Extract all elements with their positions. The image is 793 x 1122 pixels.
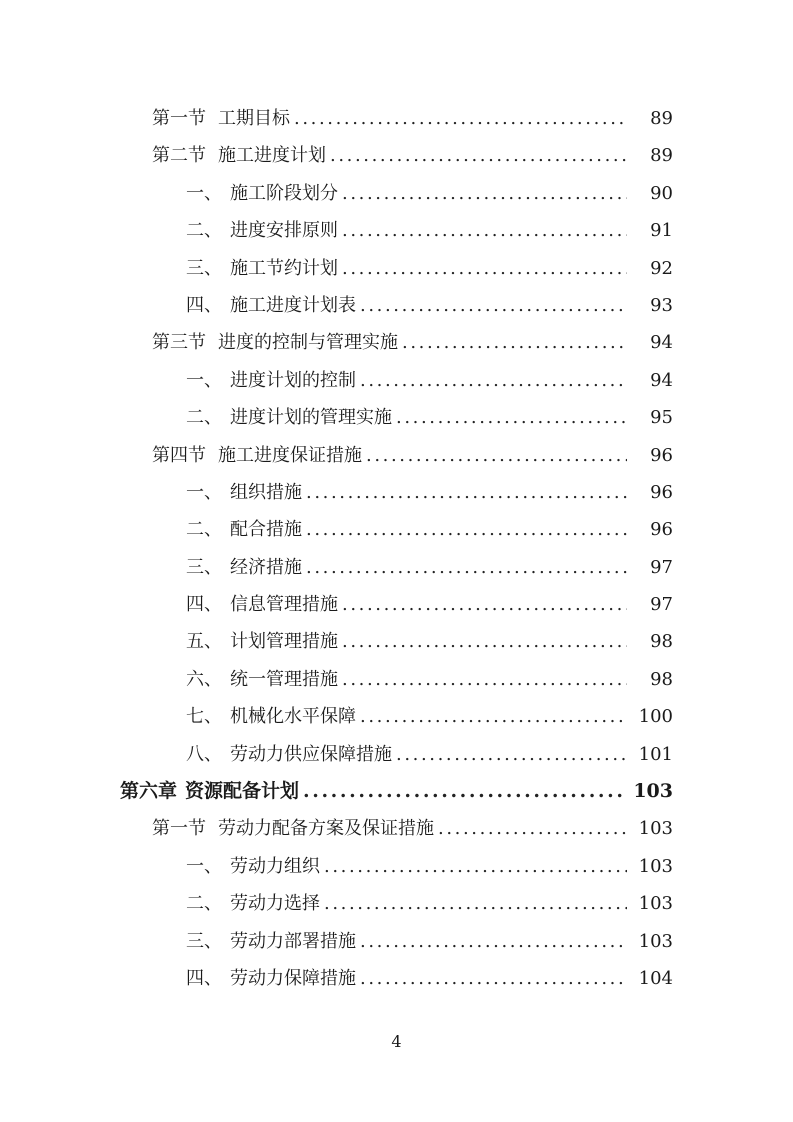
toc-entry-item[interactable] <box>0 549 793 586</box>
toc-entry-section[interactable] <box>0 437 793 474</box>
dot-leader <box>342 250 627 287</box>
toc-entry-item[interactable] <box>0 175 793 212</box>
toc-entry-page: 89 <box>650 145 673 167</box>
dot-leader <box>360 362 627 399</box>
toc-entry-page: 103 <box>638 855 673 877</box>
toc-entry-number: 一、 <box>186 481 222 503</box>
toc-entry-item[interactable] <box>0 212 793 249</box>
toc-entry-page: 97 <box>650 594 673 616</box>
dot-leader <box>360 698 627 735</box>
toc-entry-page: 91 <box>650 220 673 242</box>
toc-entry-number: 六、 <box>186 668 222 690</box>
toc-entry-title: 经济措施 <box>230 556 302 578</box>
toc-entry-page: 93 <box>650 294 673 316</box>
toc-entry-item[interactable] <box>0 474 793 511</box>
toc-entry-item[interactable] <box>0 586 793 623</box>
toc-entry-section[interactable] <box>0 137 793 174</box>
toc-entry-title: 资源配备计划 <box>185 780 300 803</box>
toc-entry-number: 二、 <box>186 220 222 242</box>
dot-leader <box>303 773 627 810</box>
dot-leader <box>402 324 627 361</box>
toc-entry-chapter[interactable] <box>0 773 793 810</box>
toc-entry-number: 五、 <box>186 631 222 653</box>
toc-entry-title: 施工阶段划分 <box>230 182 338 204</box>
toc-entry-number: 一、 <box>186 855 222 877</box>
toc-entry-title: 进度计划的管理实施 <box>230 407 392 429</box>
toc-entry-number: 第二节 <box>152 145 206 167</box>
toc-entry-item[interactable] <box>0 960 793 997</box>
toc-entry-title: 劳动力部署措施 <box>230 930 356 952</box>
toc-entry-title: 劳动力组织 <box>230 855 320 877</box>
toc-entry-page: 96 <box>650 444 673 466</box>
toc-entry-item[interactable] <box>0 511 793 548</box>
toc-entry-number: 四、 <box>186 594 222 616</box>
toc-entry-page: 89 <box>650 108 673 129</box>
toc-entry-item[interactable] <box>0 661 793 698</box>
dot-leader <box>360 960 627 997</box>
toc-entry-item[interactable] <box>0 362 793 399</box>
toc-entry-number: 七、 <box>186 706 222 728</box>
toc-entry-number: 三、 <box>186 257 222 279</box>
dot-leader <box>438 810 627 847</box>
toc-entry-item[interactable] <box>0 623 793 660</box>
toc-entry-section[interactable] <box>0 100 793 137</box>
toc-entry-number: 二、 <box>186 407 222 429</box>
toc-entry-number: 第四节 <box>152 444 206 466</box>
toc-entry-page: 98 <box>650 631 673 653</box>
dot-leader <box>306 549 627 586</box>
toc-entry-title: 劳动力配备方案及保证措施 <box>218 818 434 840</box>
toc-entry-page: 100 <box>638 706 673 728</box>
toc-entry-title: 计划管理措施 <box>230 631 338 653</box>
toc-entry-title: 进度的控制与管理实施 <box>218 332 398 354</box>
dot-leader <box>396 736 627 773</box>
toc-entry-title: 劳动力保障措施 <box>230 967 356 989</box>
toc-entry-title: 劳动力选择 <box>230 893 320 915</box>
toc-entry-title: 工期目标 <box>218 108 290 129</box>
toc-entry-page: 90 <box>650 182 673 204</box>
dot-leader <box>330 137 627 174</box>
dot-leader <box>360 287 627 324</box>
toc-entry-number: 第三节 <box>152 332 206 354</box>
toc-entry-page: 94 <box>650 332 673 354</box>
toc-entry-page: 103 <box>638 893 673 915</box>
toc-entry-number: 第六章 <box>120 780 178 803</box>
toc-entry-title: 进度计划的控制 <box>230 369 356 391</box>
toc-entry-number: 三、 <box>186 556 222 578</box>
toc-entry-page: 96 <box>650 519 673 541</box>
toc-entry-title: 配合措施 <box>230 519 302 541</box>
toc-entry-page: 103 <box>638 818 673 840</box>
toc-entry-page: 94 <box>650 369 673 391</box>
toc-entry-section[interactable] <box>0 324 793 361</box>
toc-entry-number: 三、 <box>186 930 222 952</box>
toc-entry-number: 二、 <box>186 893 222 915</box>
toc-entry-page: 98 <box>650 668 673 690</box>
toc-entry-number: 八、 <box>186 743 222 765</box>
toc-entry-number: 第一节 <box>152 818 206 840</box>
dot-leader <box>324 885 627 922</box>
toc-entry-item[interactable] <box>0 399 793 436</box>
toc-entry-item[interactable] <box>0 885 793 922</box>
dot-leader <box>324 848 627 885</box>
dot-leader <box>342 623 627 660</box>
dot-leader <box>360 923 627 960</box>
toc-entry-number: 二、 <box>186 519 222 541</box>
page-number: 4 <box>391 1032 402 1051</box>
toc-entry-number: 四、 <box>186 967 222 989</box>
toc-entry-item[interactable] <box>0 698 793 735</box>
toc-entry-number: 第一节 <box>152 108 206 129</box>
toc-entry-title: 劳动力供应保障措施 <box>230 743 392 765</box>
toc-entry-page: 96 <box>650 481 673 503</box>
toc-entry-title: 统一管理措施 <box>230 668 338 690</box>
toc-entry-title: 施工节约计划 <box>230 257 338 279</box>
toc-entry-title: 施工进度计划 <box>218 145 326 167</box>
toc-entry-page: 97 <box>650 556 673 578</box>
toc-entry-item[interactable] <box>0 848 793 885</box>
toc-entry-item[interactable] <box>0 736 793 773</box>
toc-entry-section[interactable] <box>0 810 793 847</box>
dot-leader <box>342 212 627 249</box>
dot-leader <box>306 474 627 511</box>
toc-entry-item[interactable] <box>0 250 793 287</box>
toc-entry-title: 施工进度保证措施 <box>218 444 362 466</box>
toc-entry-page: 103 <box>633 780 673 803</box>
dot-leader <box>294 100 627 137</box>
toc-entry-page: 92 <box>650 257 673 279</box>
dot-leader <box>342 661 627 698</box>
dot-leader <box>342 175 627 212</box>
toc-entry-title: 信息管理措施 <box>230 594 338 616</box>
toc-entry-page: 103 <box>638 930 673 952</box>
toc-entry-title: 施工进度计划表 <box>230 294 356 316</box>
dot-leader <box>306 511 627 548</box>
toc-entry-number: 一、 <box>186 369 222 391</box>
toc-entry-number: 一、 <box>186 182 222 204</box>
table-of-contents <box>0 100 793 997</box>
toc-entry-title: 进度安排原则 <box>230 220 338 242</box>
toc-entry-item[interactable] <box>0 923 793 960</box>
toc-entry-page: 95 <box>650 407 673 429</box>
toc-entry-page: 104 <box>638 967 673 989</box>
dot-leader <box>366 437 627 474</box>
toc-entry-item[interactable] <box>0 287 793 324</box>
toc-entry-title: 组织措施 <box>230 481 302 503</box>
toc-entry-title: 机械化水平保障 <box>230 706 356 728</box>
toc-entry-number: 四、 <box>186 294 222 316</box>
dot-leader <box>342 586 627 623</box>
dot-leader <box>396 399 627 436</box>
toc-entry-page: 101 <box>638 743 673 765</box>
